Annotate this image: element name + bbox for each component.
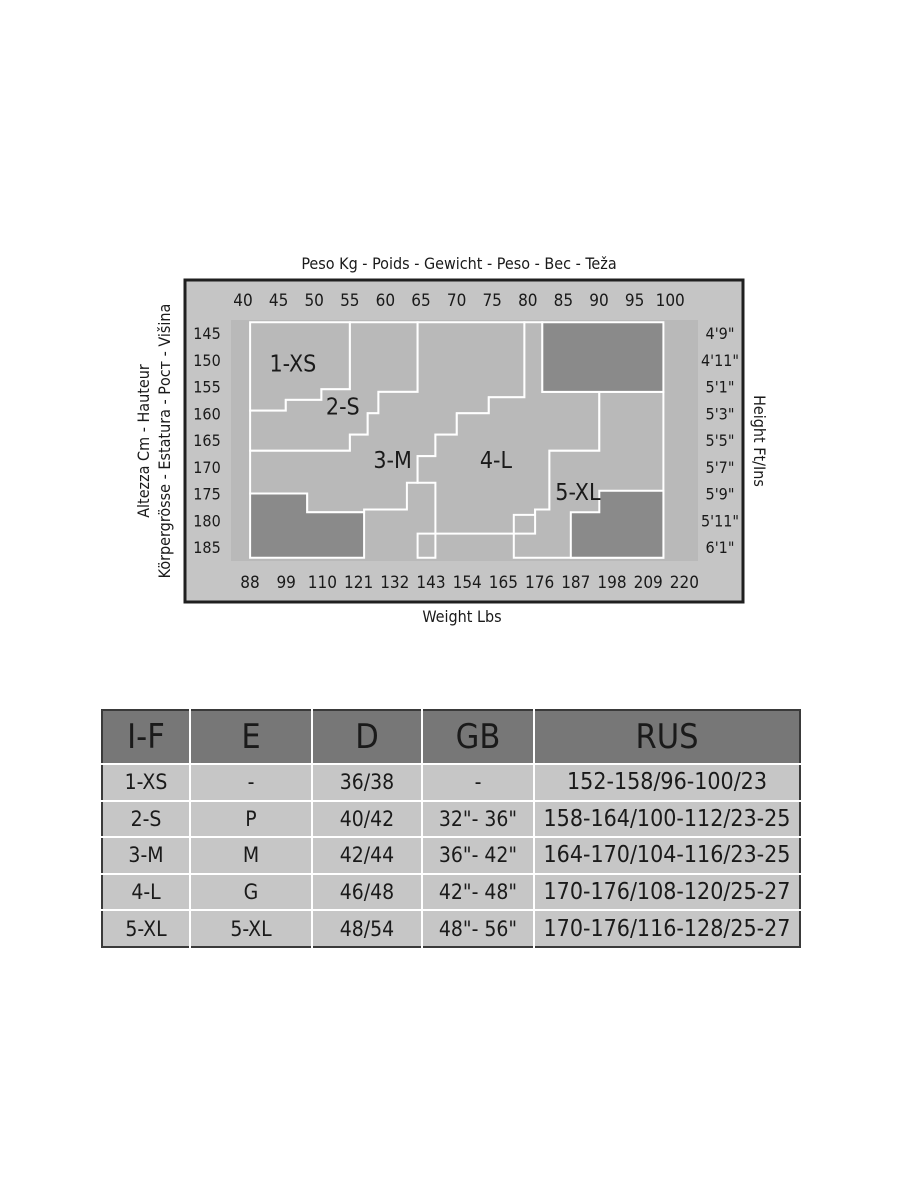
ft-tick-label: 6'1" (705, 538, 735, 557)
ft-tick-label: 4'9" (705, 324, 735, 343)
lbs-tick-label: 88 (240, 573, 260, 593)
zone-label-1-xs: 1-XS (269, 351, 317, 378)
lbs-tick-label: 220 (669, 573, 699, 593)
y-axis-title-line-1: Altezza Cm - Hauteur (134, 364, 153, 518)
ft-tick-label: 5'5" (705, 431, 735, 450)
kg-tick-label: 55 (340, 291, 360, 311)
header-gb: GB (422, 710, 534, 764)
header-d: D (312, 710, 422, 764)
table-cell: 4-L (102, 874, 190, 911)
table-cell: 164-170/104-116/23-25 (534, 837, 800, 874)
kg-tick-label: 45 (268, 291, 289, 311)
table-cell: P (190, 801, 312, 838)
lbs-tick-label: 165 (488, 573, 518, 593)
kg-tick-label: 50 (304, 291, 324, 311)
table-cell: 48"- 56" (422, 910, 534, 947)
kg-tick-label: 95 (624, 291, 645, 311)
table-cell: - (422, 764, 534, 801)
zone-label-2-s: 2-S (325, 394, 360, 421)
lbs-tick-label: 187 (561, 573, 591, 593)
header-e: E (190, 710, 312, 764)
table-cell: 40/42 (312, 801, 422, 838)
lbs-tick-label: 110 (307, 573, 337, 593)
table-cell: 170-176/108-120/25-27 (534, 874, 800, 911)
table-row (102, 801, 800, 838)
table-row (102, 910, 800, 947)
y-axis-right-title: Height Ft/Ins (750, 395, 769, 487)
kg-tick-label: 85 (553, 291, 574, 311)
table-row (102, 874, 800, 911)
table-cell: 5-XL (102, 910, 190, 947)
table-cell: M (190, 837, 312, 874)
table-cell: 48/54 (312, 910, 422, 947)
lbs-tick-label: 154 (452, 573, 482, 593)
table-cell: 42"- 48" (422, 874, 534, 911)
cm-tick-label: 170 (193, 457, 221, 477)
kg-tick-label: 75 (482, 291, 502, 311)
table-cell: 36/38 (312, 764, 422, 801)
cm-tick-label: 155 (193, 377, 221, 397)
lbs-tick-label: 143 (416, 573, 446, 593)
table-cell: 2-S (102, 801, 190, 838)
cm-tick-label: 180 (193, 511, 221, 531)
lbs-tick-label: 198 (597, 573, 627, 593)
kg-tick-label: 90 (589, 291, 609, 311)
cm-tick-label: 165 (193, 431, 221, 450)
zone-label-4-l: 4-L (479, 447, 512, 474)
kg-tick-label: 100 (655, 291, 685, 311)
kg-tick-label: 80 (518, 291, 538, 311)
lbs-tick-label: 99 (276, 573, 296, 593)
zone-label-5-xl: 5-XL (555, 480, 601, 506)
zone-label-3-m: 3-M (373, 447, 412, 474)
ft-tick-label: 5'11" (700, 511, 740, 531)
table-cell: 152-158/96-100/23 (534, 764, 800, 801)
size-conversion-table (101, 709, 801, 948)
ft-axis (701, 324, 739, 557)
table-cell: - (190, 764, 312, 801)
lbs-tick-label: 121 (344, 573, 374, 593)
header-rus: RUS (534, 710, 800, 764)
table-cell: 32"- 36" (422, 801, 534, 838)
kg-tick-label: 40 (233, 291, 253, 311)
lbs-tick-label: 132 (380, 573, 410, 593)
ft-tick-label: 5'9" (705, 484, 735, 504)
cm-tick-label: 160 (193, 404, 221, 424)
table-row (102, 764, 800, 801)
cm-tick-label: 175 (193, 484, 221, 504)
kg-tick-label: 60 (375, 291, 396, 311)
table-cell: 158-164/100-112/23-25 (534, 801, 800, 838)
lbs-tick-label: 209 (633, 573, 663, 593)
ft-tick-label: 5'3" (705, 404, 735, 424)
table-row (102, 837, 800, 874)
table-header-row (102, 710, 800, 764)
cm-tick-label: 150 (193, 350, 221, 370)
table-cell: 3-M (102, 837, 190, 874)
table-cell: 1-XS (102, 764, 190, 801)
header-if: I-F (102, 710, 190, 764)
table-cell: 42/44 (312, 837, 422, 874)
table-cell: 36"- 42" (422, 837, 534, 874)
x-axis-title: Weight Lbs (422, 607, 502, 626)
ft-tick-label: 5'1" (705, 377, 735, 397)
lbs-tick-label: 176 (525, 573, 555, 593)
ft-tick-label: 4'11" (700, 350, 740, 370)
kg-tick-label: 70 (446, 291, 467, 311)
table-cell: 46/48 (312, 874, 422, 911)
chart-title: Peso Kg - Poids - Gewicht - Peso - Bec - Teža (301, 254, 617, 273)
table-cell: 170-176/116-128/25-27 (534, 910, 800, 947)
cm-tick-label: 145 (193, 324, 221, 343)
cm-tick-label: 185 (193, 538, 221, 557)
y-axis-title-line-2: Körpergrösse - Estatura - Рост - Višina (155, 303, 174, 579)
table-cell: G (190, 874, 312, 911)
kg-tick-label: 65 (411, 291, 431, 311)
table-cell: 5-XL (190, 910, 312, 947)
ft-tick-label: 5'7" (705, 457, 735, 477)
cm-axis (193, 324, 220, 557)
zone-dark-5 (542, 322, 663, 392)
